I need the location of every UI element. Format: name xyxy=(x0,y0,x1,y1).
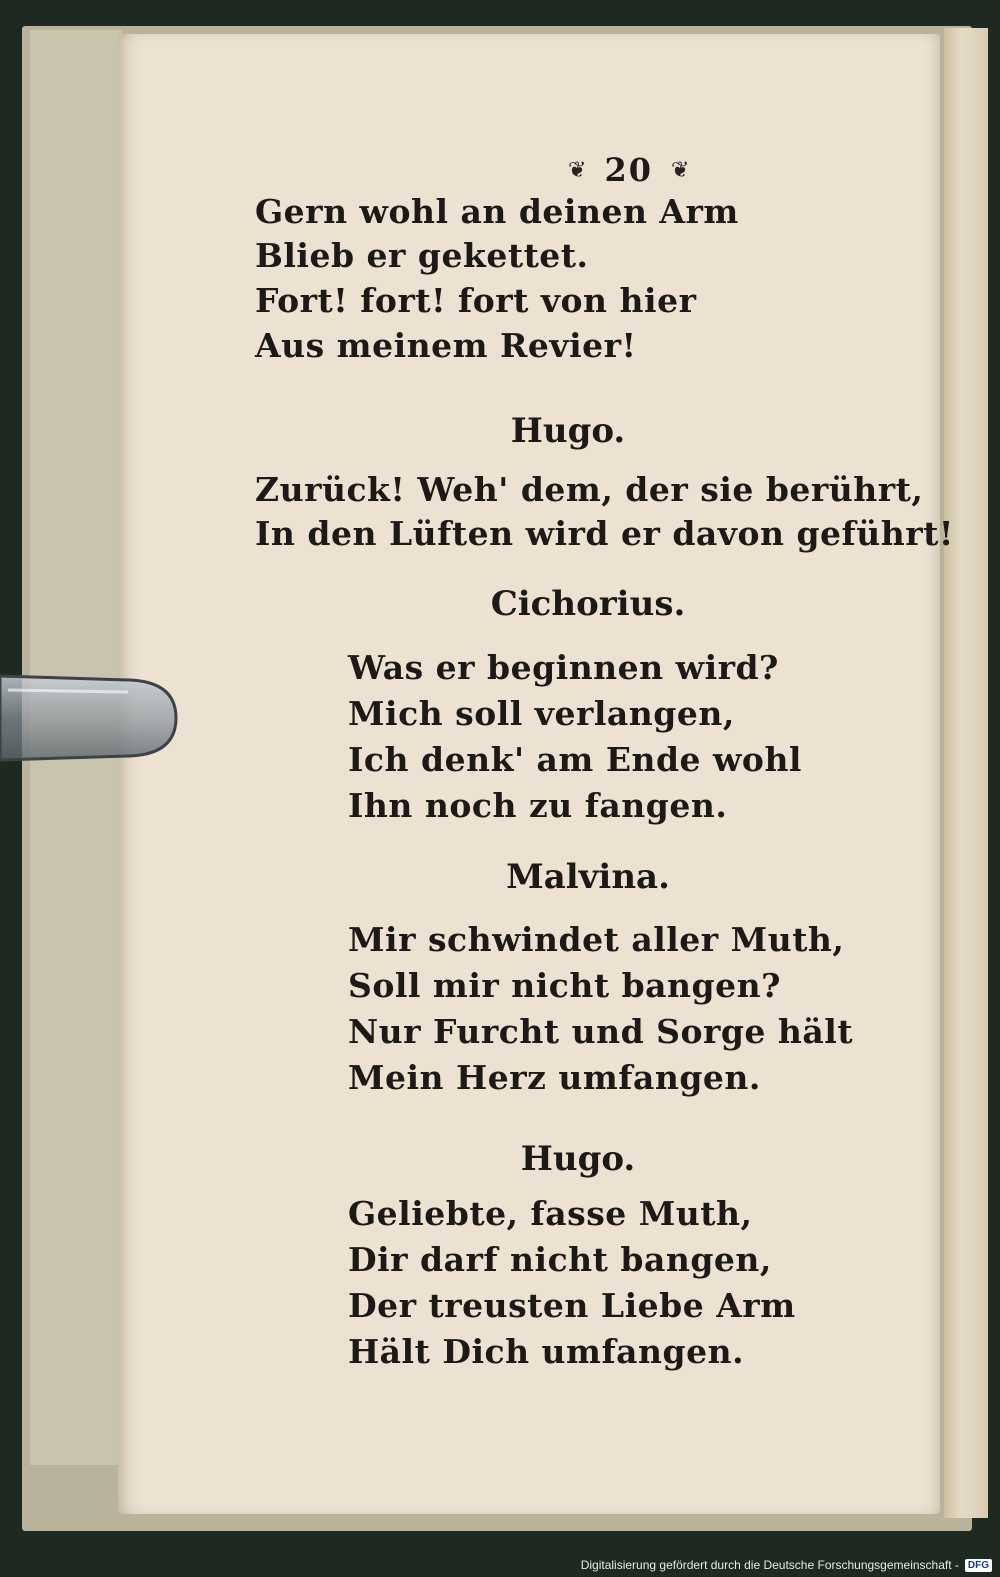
verse-line: Was er beginnen wird? xyxy=(348,648,779,687)
verse-line: Dir darf nicht bangen, xyxy=(348,1240,772,1279)
verse-line: Nur Furcht und Sorge hält xyxy=(348,1012,854,1051)
verse-line: Mir schwindet aller Muth, xyxy=(348,920,845,959)
facing-page-edge xyxy=(944,28,988,1518)
dfg-logo: DFG xyxy=(965,1559,992,1572)
verse-line: Aus meinem Revier! xyxy=(255,326,637,365)
ornament-right-icon: ❦ xyxy=(670,157,690,183)
page-number: 20 xyxy=(604,151,653,189)
verse-line: Fort! fort! fort von hier xyxy=(255,281,697,320)
verse-line: Mein Herz umfangen. xyxy=(348,1058,761,1097)
verse-line: Soll mir nicht bangen? xyxy=(348,966,781,1005)
verse-line: Blieb er gekettet. xyxy=(255,236,589,275)
verse-line: In den Lüften wird er davon geführt! xyxy=(255,514,954,553)
page-header xyxy=(568,148,808,192)
speaker-name: Cichorius. xyxy=(490,584,686,624)
verse-line: Geliebte, fasse Muth, xyxy=(348,1194,753,1233)
verse-line: Hält Dich umfangen. xyxy=(348,1332,745,1371)
verse-line: Gern wohl an deinen Arm xyxy=(255,192,739,231)
verse-line: Ihn noch zu fangen. xyxy=(348,786,728,825)
book-page xyxy=(118,34,954,1514)
speaker-name: Malvina. xyxy=(506,857,670,897)
verse-line: Zurück! Weh' dem, der sie berührt, xyxy=(255,470,924,509)
ornament-left-icon: ❦ xyxy=(568,157,587,183)
speaker-name: Hugo. xyxy=(520,1139,636,1179)
page-holder-clip xyxy=(0,668,178,768)
verse-line: Der treusten Liebe Arm xyxy=(348,1286,796,1325)
verse-line: Mich soll verlangen, xyxy=(348,694,735,733)
verse-line: Ich denk' am Ende wohl xyxy=(348,740,802,779)
credit-text: Digitalisierung gefördert durch die Deutsche Forschungsgemeinschaft - xyxy=(580,1558,959,1572)
digitization-credit xyxy=(581,1555,992,1575)
speaker-name: Hugo. xyxy=(510,411,626,451)
